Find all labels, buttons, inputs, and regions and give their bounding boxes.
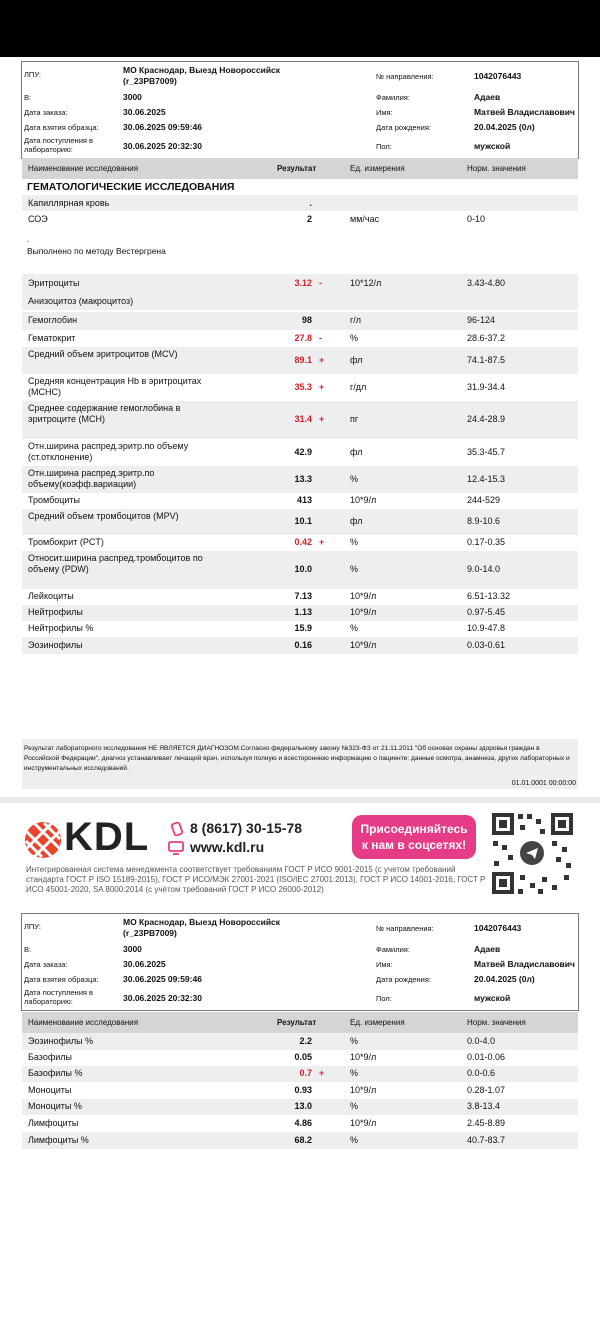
test-ref: 244-529 <box>467 495 501 505</box>
birth-value: 20.04.2025 (0л) <box>474 122 535 132</box>
test-name: Нейтрофилы % <box>28 623 94 633</box>
lab-date-label: Дата поступления в лабораторию: <box>24 988 94 1006</box>
order-date-value: 30.06.2025 <box>123 107 166 117</box>
order-date-label: Дата заказа: <box>24 960 68 969</box>
referral-label: № направления: <box>376 72 434 81</box>
test-name: Средний объем тромбоцитов (MPV) <box>28 511 179 521</box>
test-ref: 0.28-1.07 <box>467 1085 506 1095</box>
name-label: Имя: <box>376 108 393 117</box>
social-join-badge[interactable] <box>352 815 476 859</box>
lpu-label: ЛПУ: <box>24 70 41 79</box>
disclaimer-box <box>22 739 578 789</box>
abnormal-flag: + <box>319 1068 325 1078</box>
table-row <box>22 605 578 621</box>
table-row <box>22 1066 578 1082</box>
col-ref: Норм. значения <box>467 164 526 173</box>
test-result: 2.2 <box>299 1036 312 1046</box>
test-unit: 10*9/л <box>350 495 377 505</box>
test-unit: г/дл <box>350 382 367 392</box>
test-ref: 0-10 <box>467 214 486 224</box>
test-result: 2 <box>306 214 312 224</box>
test-name: Среднее содержание гемоглобина в эритроците (MCH) <box>28 403 181 424</box>
monitor-icon <box>168 841 184 855</box>
test-result: 13.3 <box>294 474 312 484</box>
table-row <box>22 535 578 551</box>
test-ref: 0.0-4.0 <box>467 1036 496 1046</box>
test-ref: 3.8-13.4 <box>467 1101 501 1111</box>
test-ref: 6.51-13.32 <box>467 591 511 601</box>
certification-text: Интегрированная система менеджмента соответствует требованиям ГОСТ Р ИСО 9001-2015 (с учетом требований стандарта ГОСТ Р ISO 15189-2015), ГОСТ Р ИСО/МЭК 27001-2021 (ISO/IEC 27001:2013), ГОСТ Р ИСО 14001-2016, ГОСТ Р ИСО 45001-2020, SA 8000:2014 (с учётом требований ГОСТ Р ИСО 26000-2012) <box>26 865 486 894</box>
test-name: Моноциты <box>28 1085 72 1095</box>
test-name: Капиллярная кровь <box>28 198 110 208</box>
test-name: Лимфоциты <box>28 1118 79 1128</box>
test-ref: 40.7-83.7 <box>467 1135 506 1145</box>
test-name: Отн.ширина распред.эритр.по объему(коэфф.вариации) <box>28 468 155 489</box>
test-unit: % <box>350 1101 359 1111</box>
qr-code-icon <box>490 811 575 896</box>
sample-date-label: Дата взятия образца: <box>24 123 99 132</box>
social-line-1: Присоединяйтесь <box>360 822 468 836</box>
table-row <box>22 274 578 310</box>
table-row <box>22 509 578 535</box>
table-row <box>22 195 578 211</box>
test-name: Лейкоциты <box>28 591 74 601</box>
test-unit: % <box>350 1135 359 1145</box>
test-result: 4.86 <box>294 1118 312 1128</box>
test-name: Средний объем эритроцитов (MCV) <box>28 349 178 359</box>
test-result: 10.0 <box>294 564 312 574</box>
name-value: Матвей Владиславович <box>474 959 575 969</box>
test-unit: % <box>350 564 359 574</box>
test-name: Базофилы % <box>28 1068 83 1078</box>
test-ref: 10.9-47.8 <box>467 623 506 633</box>
v-value: 3000 <box>123 92 142 102</box>
test-unit: % <box>350 474 359 484</box>
test-result: 89.1 <box>294 355 312 365</box>
test-ref: 0.01-0.06 <box>467 1052 506 1062</box>
abnormal-flag: - <box>319 333 322 343</box>
surname-value: Адаев <box>474 92 501 102</box>
anisocytosis-note: Анизоцитоз (макроцитоз) <box>28 296 134 306</box>
test-name: Эритроциты <box>28 278 80 288</box>
lpu-label: ЛПУ: <box>24 922 41 931</box>
table-row <box>22 1115 578 1132</box>
test-name: Относит.ширина распред.тромбоцитов по объему (PDW) <box>28 553 203 574</box>
note-dot: . <box>27 234 30 244</box>
abnormal-flag: + <box>319 414 325 424</box>
abnormal-flag: + <box>319 382 325 392</box>
test-unit: % <box>350 623 359 633</box>
table-row <box>22 401 578 439</box>
surname-label: Фамилия: <box>376 945 410 954</box>
test-name: Эозинофилы <box>28 640 83 650</box>
v-value: 3000 <box>123 944 142 954</box>
surname-label: Фамилия: <box>376 93 410 102</box>
test-result: 0.42 <box>294 537 312 547</box>
test-unit: % <box>350 1068 359 1078</box>
sample-date-value: 30.06.2025 09:59:46 <box>123 974 202 984</box>
kdl-logo-icon <box>24 821 62 859</box>
test-unit: 10*9/л <box>350 640 377 650</box>
col-unit: Ед. измерения <box>350 164 405 173</box>
order-date-value: 30.06.2025 <box>123 959 166 969</box>
report-page-2 <box>0 803 600 1327</box>
test-ref: 12.4-15.3 <box>467 474 506 484</box>
test-name: Средняя концентрация Hb в эритроцитах (MCHC) <box>28 376 202 397</box>
test-ref: 74.1-87.5 <box>467 355 506 365</box>
test-ref: 0.97-5.45 <box>467 607 506 617</box>
abnormal-flag: + <box>319 355 325 365</box>
table-row <box>22 1099 578 1115</box>
surname-value: Адаев <box>474 944 501 954</box>
sex-label: Пол: <box>376 994 392 1003</box>
lpu-value: МО Краснодар, Выезд Новороссийск (r_23PB7009) <box>123 917 281 938</box>
test-unit: 10*9/л <box>350 1052 377 1062</box>
test-name: Тромбоциты <box>28 495 81 505</box>
patient-header <box>21 913 579 1011</box>
test-ref: 9.0-14.0 <box>467 564 501 574</box>
referral-label: № направления: <box>376 924 434 933</box>
table-row <box>22 439 578 466</box>
test-result: 0.93 <box>294 1085 312 1095</box>
test-result: 42.9 <box>294 447 312 457</box>
status-bar <box>0 0 600 57</box>
test-name: Лимфоциты % <box>28 1135 89 1145</box>
test-ref: 0.03-0.61 <box>467 640 506 650</box>
test-ref: 2.45-8.89 <box>467 1118 506 1128</box>
test-result: 13.0 <box>294 1101 312 1111</box>
test-ref: 31.9-34.4 <box>467 382 506 392</box>
test-unit: % <box>350 333 359 343</box>
sex-label: Пол: <box>376 142 392 151</box>
test-ref: 35.3-45.7 <box>467 447 506 457</box>
test-result: 0.16 <box>294 640 312 650</box>
test-result: 1.13 <box>294 607 312 617</box>
lpu-value: МО Краснодар, Выезд Новороссийск (r_23PB7009) <box>123 65 281 86</box>
col-name: Наименование исследования <box>28 1018 139 1027</box>
col-result: Результат <box>277 164 317 173</box>
method-note: Выполнено по методу Вестергрена <box>27 246 166 256</box>
test-ref: 96-124 <box>467 315 496 325</box>
test-name: Гемоглобин <box>28 315 78 325</box>
col-result: Результат <box>277 1018 317 1027</box>
test-name: Тромбокрит (PCT) <box>28 537 104 547</box>
test-result: 10.1 <box>294 516 312 526</box>
sex-value: мужской <box>474 141 511 151</box>
table-row <box>22 211 578 227</box>
col-ref: Норм. значения <box>467 1018 526 1027</box>
test-unit: фл <box>350 516 363 526</box>
test-unit: пг <box>350 414 359 424</box>
col-name: Наименование исследования <box>28 164 139 173</box>
test-ref: 3.43-4.80 <box>467 278 506 288</box>
footer-date: 01.01.0001 00:00:00 <box>511 780 576 787</box>
test-unit: фл <box>350 355 363 365</box>
kdl-banner <box>0 803 600 913</box>
test-result: 68.2 <box>294 1135 312 1145</box>
patient-header <box>21 61 579 159</box>
test-unit: 10*9/л <box>350 1118 377 1128</box>
sex-value: мужской <box>474 993 511 1003</box>
website-link[interactable]: www.kdl.ru <box>190 839 265 855</box>
test-result: 15.9 <box>294 623 312 633</box>
phone-number: 8 (8617) 30-15-78 <box>190 820 303 836</box>
birth-label: Дата рождения: <box>376 975 431 984</box>
sample-date-label: Дата взятия образца: <box>24 975 99 984</box>
table-row <box>22 374 578 401</box>
phone-icon <box>170 822 184 836</box>
social-line-2: к нам в соцсетях! <box>361 838 467 852</box>
disclaimer-text: Результат лабораторного исследования НЕ ЯВЛЯЕТСЯ ДИАГНОЗОМ.Согласно федеральному закону №323-ФЗ от 21.11.2011 "Об основах охраны здоровья граждан в Российской Федерации", диагноз устанавливает лечащий врач, используя полную и всестороннюю информацию о пациенте: данные осмотра, анамнеза, других лабораторных и инструментальных исследований. <box>24 745 570 772</box>
section-title: ГЕМАТОЛОГИЧЕСКИЕ ИССЛЕДОВАНИЯ <box>27 181 235 193</box>
test-name: Базофилы <box>28 1052 72 1062</box>
table-row <box>22 1033 578 1050</box>
test-name: Моноциты % <box>28 1101 82 1111</box>
table-row <box>22 1082 578 1099</box>
v-label: В: <box>24 945 32 954</box>
test-ref: 24.4-28.9 <box>467 414 506 424</box>
test-unit: 10*9/л <box>350 607 377 617</box>
test-result: 98 <box>301 315 312 325</box>
table-header <box>22 158 578 179</box>
abnormal-flag: + <box>319 537 325 547</box>
test-name: Гематокрит <box>28 333 76 343</box>
test-unit: 10*9/л <box>350 1085 377 1095</box>
test-result: 0.7 <box>299 1068 312 1078</box>
order-date-label: Дата заказа: <box>24 108 68 117</box>
test-ref: 8.9-10.6 <box>467 516 501 526</box>
birth-label: Дата рождения: <box>376 123 431 132</box>
table-row <box>22 347 578 374</box>
test-name: Отн.ширина распред.эритр.по объему (ст.отклонение) <box>28 441 189 462</box>
name-value: Матвей Владиславович <box>474 107 575 117</box>
test-result: 0.05 <box>294 1052 312 1062</box>
table-row <box>22 466 578 493</box>
table-row <box>22 493 578 509</box>
test-ref: 28.6-37.2 <box>467 333 506 343</box>
test-result: 413 <box>296 495 312 505</box>
table-row <box>22 330 578 347</box>
test-ref: 0.0-0.6 <box>467 1068 496 1078</box>
test-name: СОЭ <box>28 214 48 224</box>
table-header <box>22 1012 578 1033</box>
test-unit: % <box>350 1036 359 1046</box>
report-page-1 <box>0 57 600 797</box>
test-unit: г/л <box>350 315 362 325</box>
test-unit: мм/час <box>350 214 380 224</box>
table-row <box>22 1132 578 1149</box>
lab-date-value: 30.06.2025 20:32:30 <box>123 993 202 1003</box>
test-unit: 10*12/л <box>350 278 382 288</box>
v-label: В: <box>24 93 32 102</box>
test-result: 7.13 <box>294 591 312 601</box>
birth-value: 20.04.2025 (0л) <box>474 974 535 984</box>
lab-date-label: Дата поступления в лабораторию: <box>24 136 94 154</box>
col-unit: Ед. измерения <box>350 1018 405 1027</box>
table-row <box>22 621 578 637</box>
test-result: 27.8 <box>294 333 312 343</box>
test-result: 31.4 <box>294 414 312 424</box>
test-unit: % <box>350 537 359 547</box>
test-result: . <box>309 198 312 208</box>
table-row <box>22 589 578 605</box>
table-row <box>22 551 578 589</box>
test-unit: фл <box>350 447 363 457</box>
table-row <box>22 1050 578 1066</box>
test-result: 3.12 <box>294 278 312 288</box>
referral-value: 1042076443 <box>474 923 522 933</box>
test-name: Эозинофилы % <box>28 1036 94 1046</box>
lab-date-value: 30.06.2025 20:32:30 <box>123 141 202 151</box>
brand-name: KDL <box>64 815 150 859</box>
test-ref: 0.17-0.35 <box>467 537 506 547</box>
name-label: Имя: <box>376 960 393 969</box>
abnormal-flag: - <box>319 278 322 288</box>
table-row <box>22 312 578 330</box>
test-name: Нейтрофилы <box>28 607 83 617</box>
referral-value: 1042076443 <box>474 71 522 81</box>
test-unit: 10*9/л <box>350 591 377 601</box>
table-row <box>22 637 578 654</box>
sample-date-value: 30.06.2025 09:59:46 <box>123 122 202 132</box>
test-result: 35.3 <box>294 382 312 392</box>
